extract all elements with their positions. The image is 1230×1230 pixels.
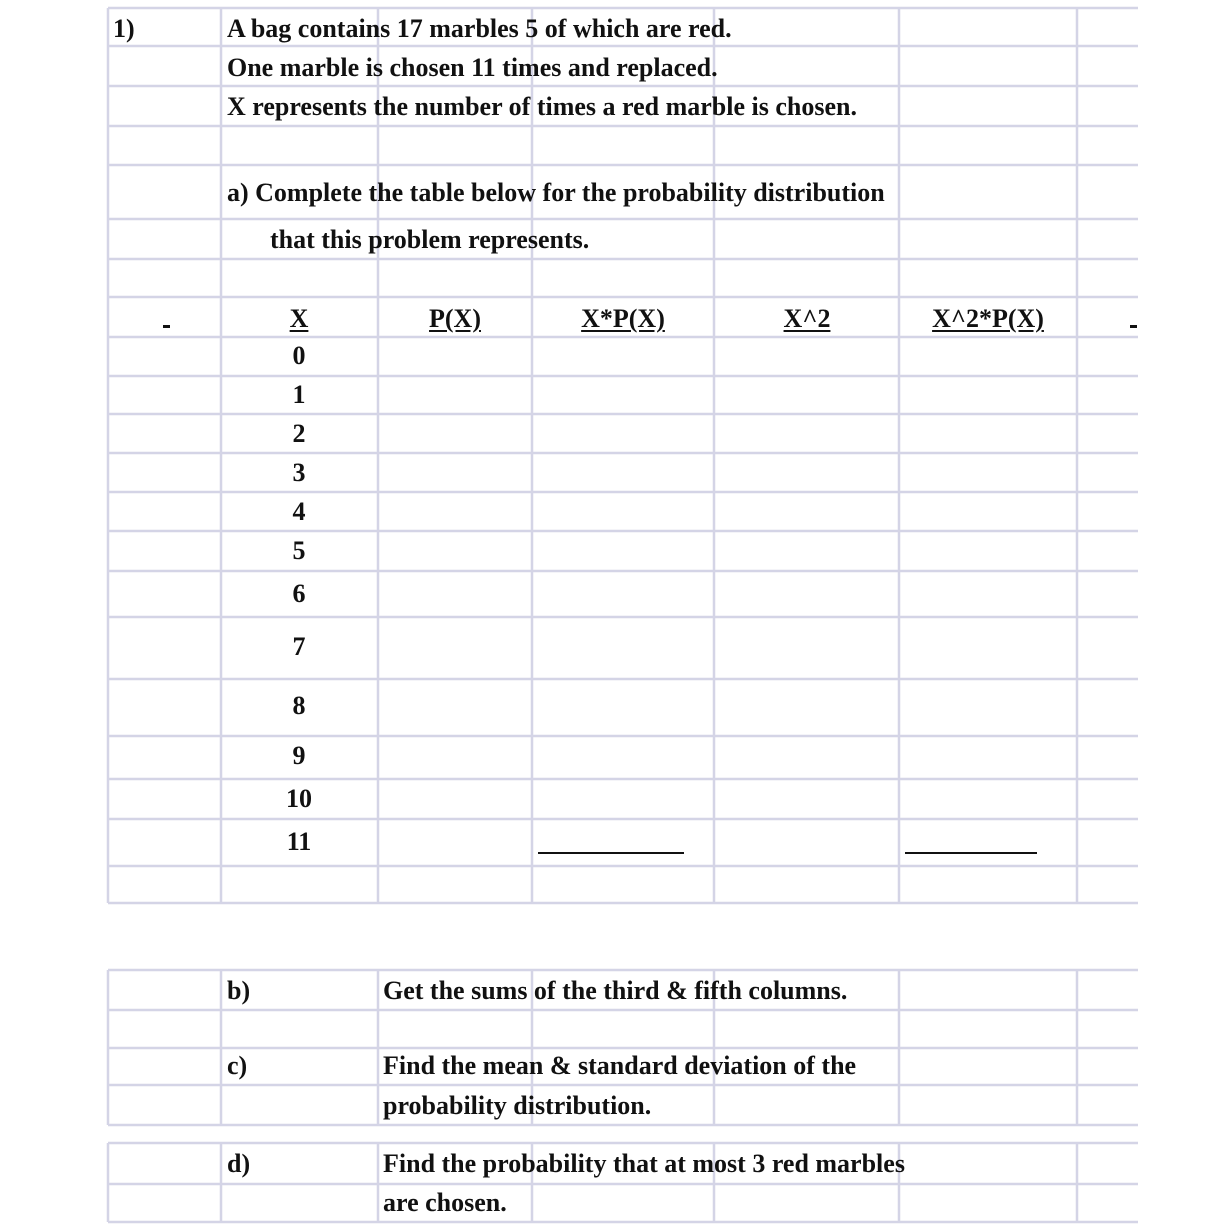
- x-value: 7: [292, 632, 306, 661]
- x-value: 5: [292, 536, 306, 565]
- part-c-label: c): [227, 1051, 248, 1080]
- part-d-line-1: Find the probability that at most 3 red marbles: [383, 1149, 905, 1178]
- header-x: X: [289, 304, 309, 333]
- part-c-line-1: Find the mean & standard deviation of the: [383, 1051, 857, 1080]
- row-marker-left: [163, 325, 170, 328]
- sum-blank-x-px[interactable]: [538, 852, 684, 854]
- problem-line-1: A bag contains 17 marbles 5 of which are red.: [227, 14, 732, 43]
- header-x-px: X*P(X): [581, 304, 665, 333]
- part-d-line-2: are chosen.: [383, 1188, 507, 1217]
- problem-number: 1): [113, 14, 135, 43]
- part-d-label: d): [227, 1149, 251, 1178]
- sum-blank-x-squared-px[interactable]: [905, 852, 1037, 854]
- part-b-label: b): [227, 976, 251, 1005]
- problem-line-3: X represents the number of times a red marble is chosen.: [227, 92, 857, 121]
- x-value: 11: [286, 827, 312, 856]
- x-value: 2: [292, 419, 306, 448]
- problem-line-2: One marble is chosen 11 times and replaced.: [227, 53, 718, 82]
- header-x-squared-px: X^2*P(X): [932, 304, 1044, 333]
- x-value: 0: [292, 341, 306, 370]
- part-c-line-2: probability distribution.: [383, 1091, 652, 1120]
- header-x-squared: X^2: [783, 304, 831, 333]
- x-value: 6: [292, 579, 306, 608]
- x-value: 8: [292, 691, 306, 720]
- header-px: P(X): [429, 304, 481, 333]
- part-a-line-1: a) Complete the table below for the probability distribution: [227, 178, 885, 207]
- x-value: 1: [292, 380, 306, 409]
- part-b-text: Get the sums of the third & fifth columns.: [383, 976, 848, 1005]
- x-value: 3: [292, 458, 306, 487]
- row-marker-right: [1130, 325, 1137, 328]
- x-value: 10: [286, 784, 312, 813]
- part-a-line-2: that this problem represents.: [270, 225, 590, 254]
- x-value: 9: [292, 741, 306, 770]
- x-value: 4: [292, 497, 306, 526]
